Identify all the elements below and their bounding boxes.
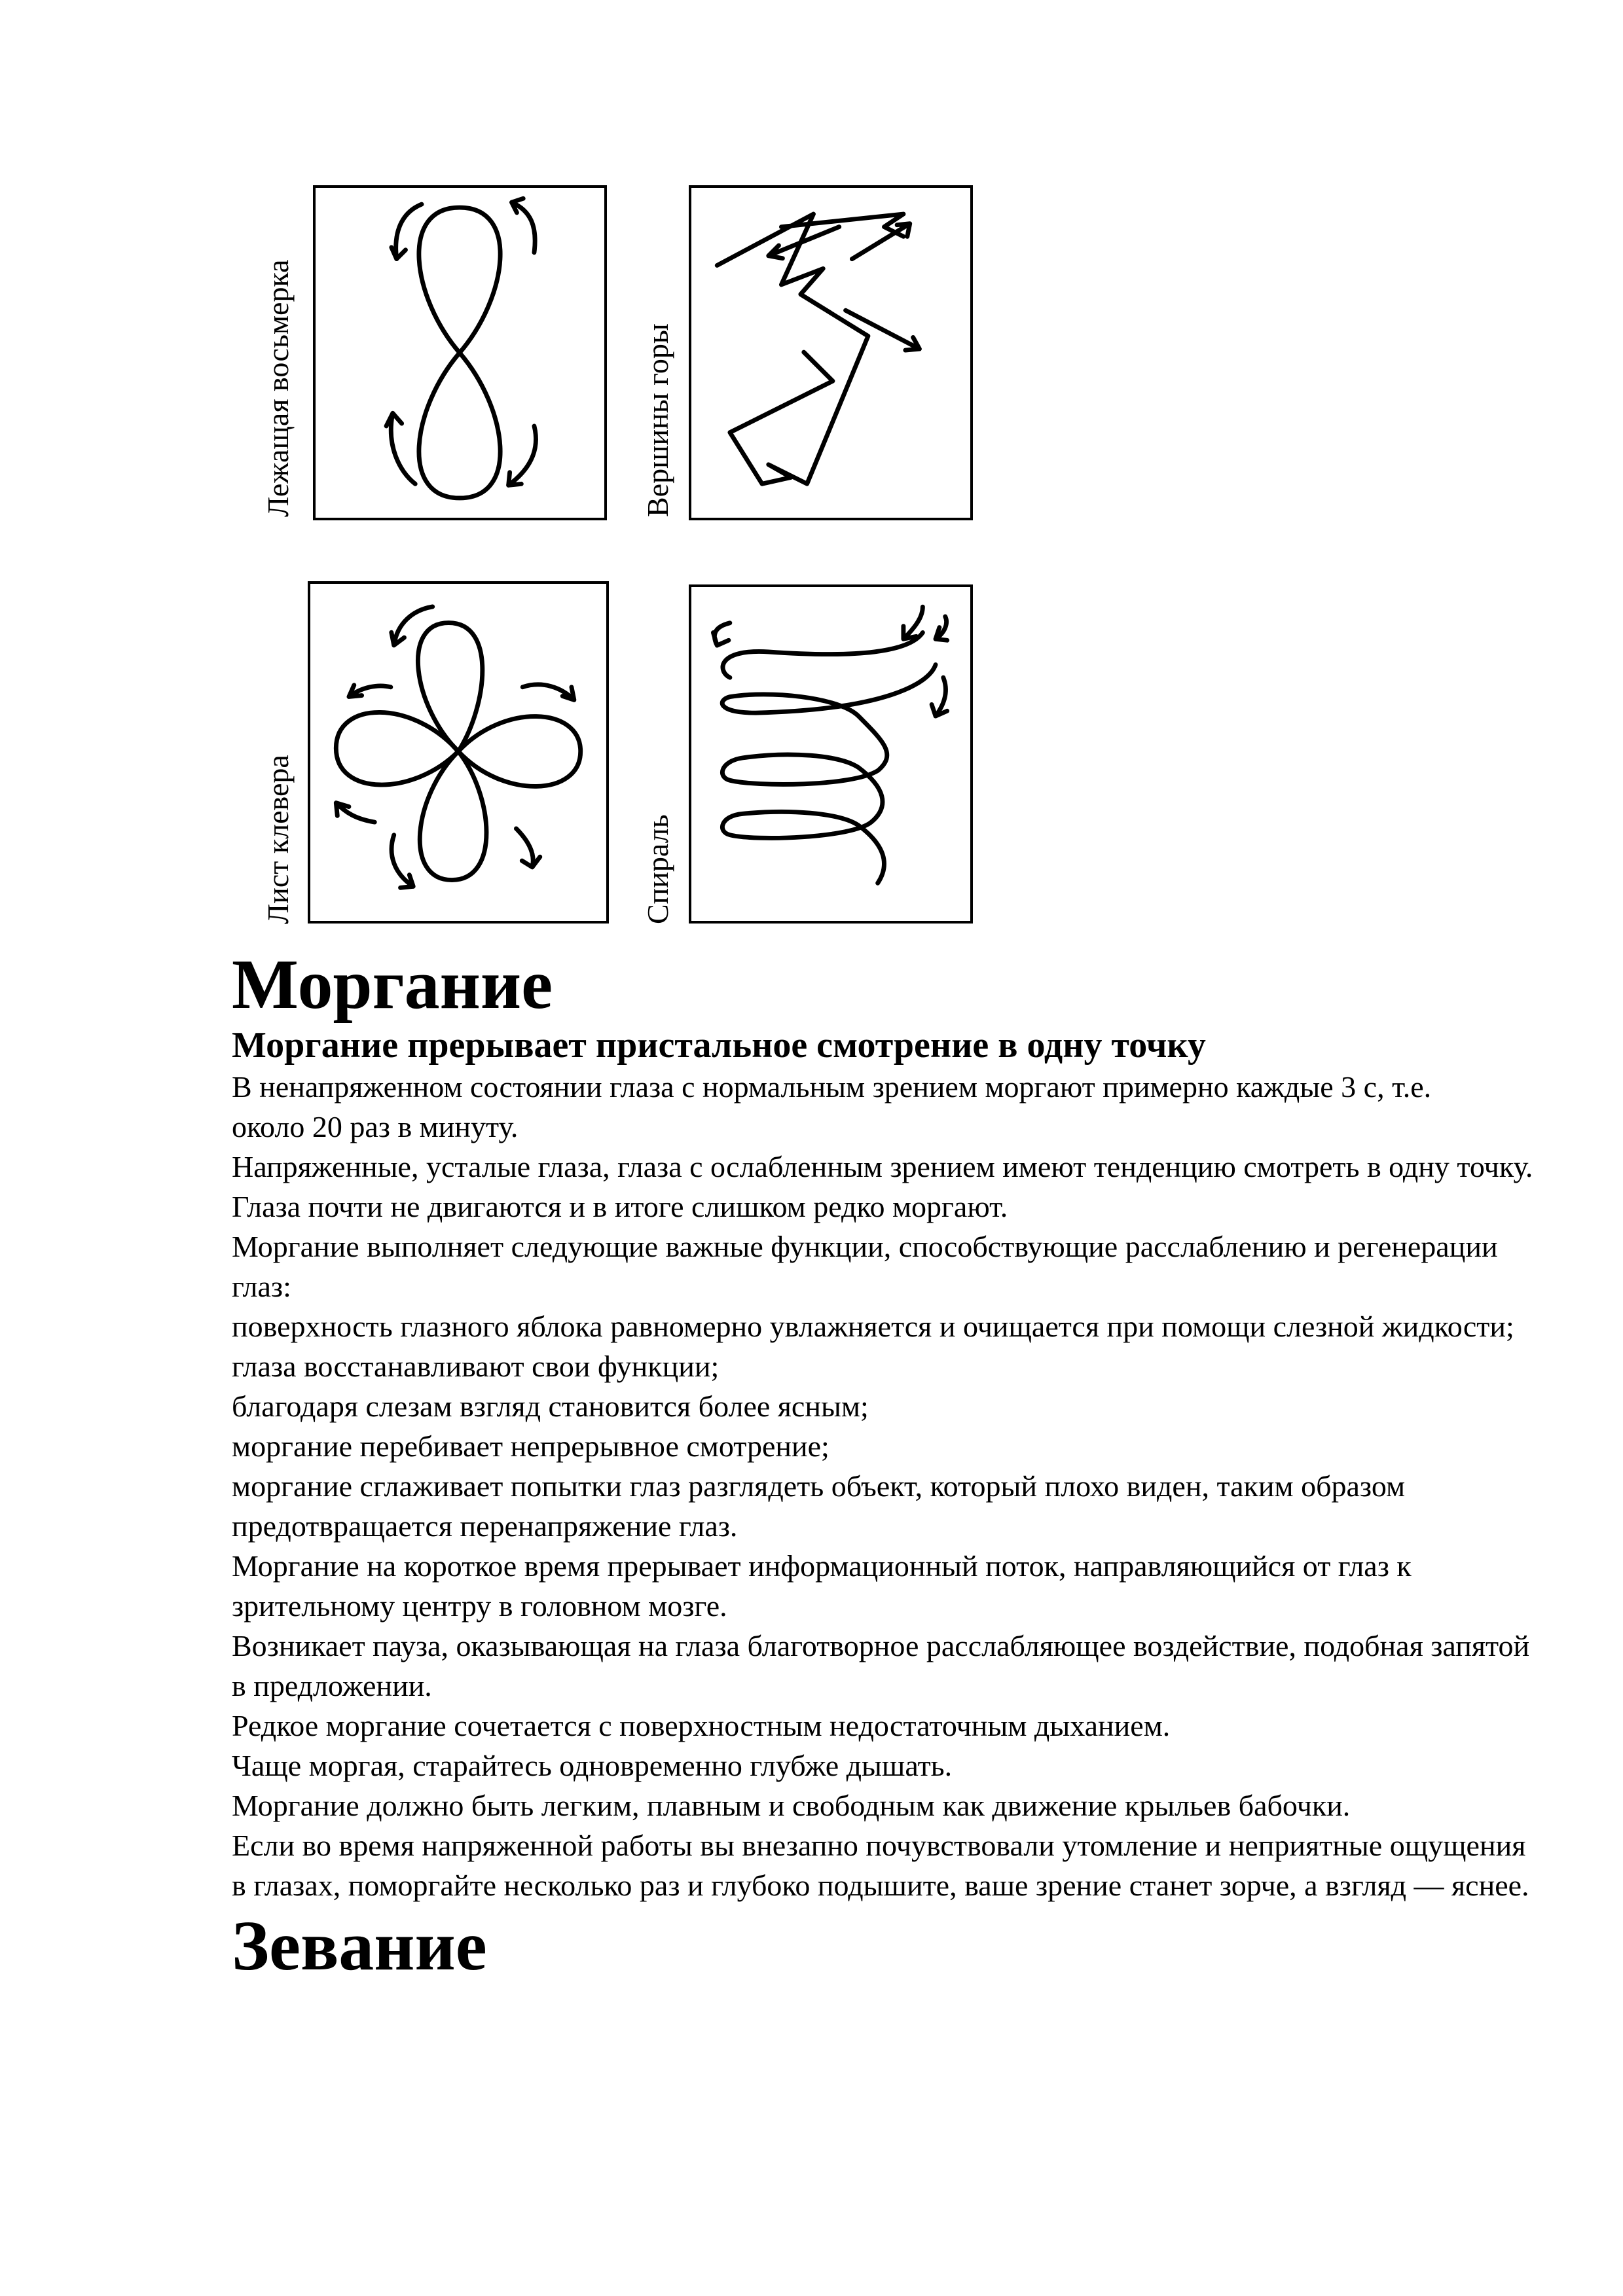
mountain-peaks-label: Вершины горы — [641, 323, 674, 517]
paragraph: Моргание выполняет следующие важные функции, способствующие расслаблению и регенерации глаз: — [232, 1229, 1498, 1303]
paragraph: около 20 раз в минуту. — [232, 1109, 519, 1143]
clover-leaf-label: Лист клевера — [261, 755, 295, 924]
paragraph: В ненапряженном состоянии глаза с нормальным зрением моргают примерно каждые 3 с, т.е. — [232, 1069, 1432, 1103]
figure-eight-drawing — [316, 188, 604, 518]
clover-leaf-drawing — [310, 584, 606, 921]
paragraph: Чаще моргая, старайтесь одновременно глубже дышать. — [232, 1748, 953, 1782]
mountain-peaks-diagram — [689, 185, 973, 520]
spiral-label: Спираль — [641, 814, 674, 924]
paragraph: глаза восстанавливают свои функции; — [232, 1349, 720, 1383]
article-content — [232, 948, 1535, 1983]
mountain-peaks-drawing — [691, 188, 970, 518]
section-title-yawning: Зевание — [232, 1907, 487, 1985]
paragraph: Напряженные, усталые глаза, глаза с ослабленным зрением имеют тенденцию смотреть в одну точку. Глаза почти не двигаются и в итоге слишком редко моргают. — [232, 1149, 1533, 1223]
paragraph: Редкое моргание сочетается с поверхностным недостаточным дыханием. — [232, 1708, 1171, 1742]
clover-leaf-diagram — [308, 581, 609, 924]
paragraph: моргание сглаживает попытки глаз разглядеть объект, который плохо виден, таким образом предотвращается перенапряжение глаз. — [232, 1469, 1406, 1543]
paragraph: поверхность глазного яблока равномерно увлажняется и очищается при помощи слезной жидкости; — [232, 1309, 1514, 1343]
paragraph: моргание перебивает непрерывное смотрение; — [232, 1429, 830, 1463]
paragraph: Если во время напряженной работы вы внезапно почувствовали утомление и неприятные ощущения в глазах, поморгайте несколько раз и глубоко подышите, ваше зрение станет зорче, а взгляд — яснее. — [232, 1828, 1529, 1902]
paragraph: Моргание на короткое время прерывает информационный поток, направляющийся от глаз к зрительному центру в головном мозге. — [232, 1549, 1412, 1623]
paragraph: Возникает пауза, оказывающая на глаза благотворное расслабляющее воздействие, подобная запятой в предложении. — [232, 1628, 1530, 1702]
figure-eight-label: Лежащая восьмерка — [261, 259, 295, 517]
figure-eight-diagram — [313, 185, 607, 520]
paragraph: благодаря слезам взгляд становится более ясным; — [232, 1389, 869, 1423]
paragraph: Моргание должно быть легким, плавным и свободным как движение крыльев бабочки. — [232, 1788, 1351, 1822]
spiral-drawing — [691, 587, 970, 921]
section-subtitle-blinking: Моргание прерывает пристальное смотрение в одну точку — [232, 1025, 1206, 1066]
section-title-blinking: Моргание — [232, 946, 553, 1024]
spiral-diagram — [689, 584, 973, 924]
